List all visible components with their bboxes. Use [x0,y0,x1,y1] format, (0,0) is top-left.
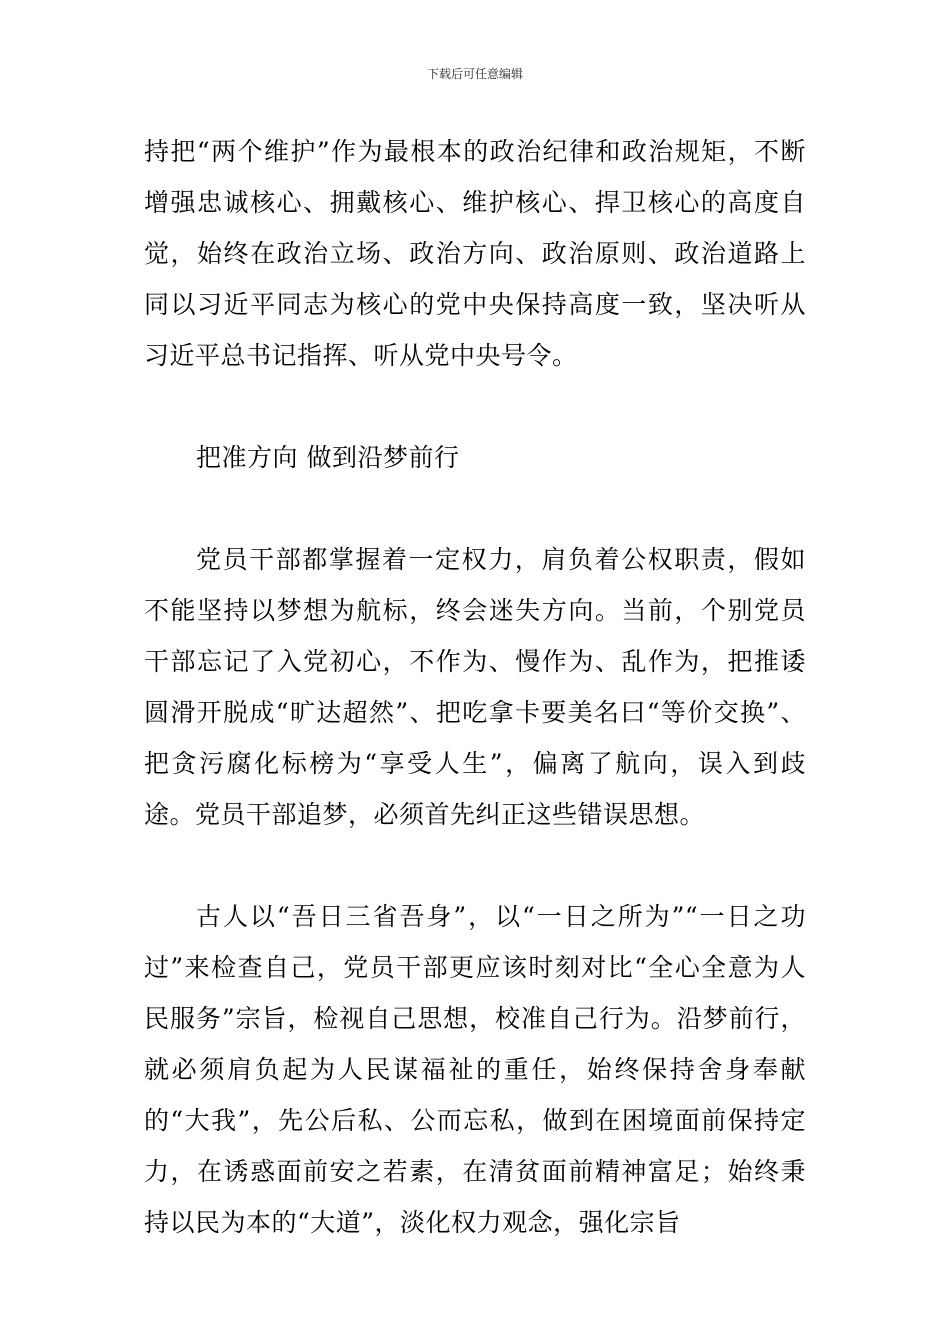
paragraph-gap [144,483,806,534]
paragraph-continuation: 持把“两个维护”作为最根本的政治纪律和政治规矩，不断增强忠诚核心、拥戴核心、维护核心、捍卫核心的高度自觉，始终在政治立场、政治方向、政治原则、政治道路上同以习近平同志为核心的党中央保持高度一致，坚决听从习近平总书记指挥、听从党中央号令。 [144,137,806,370]
paragraph-gap [144,381,806,432]
paragraph-gap [144,840,806,891]
page-header: 下载后可任意编辑 [426,67,523,81]
paragraph: 党员干部都掌握着一定权力，肩负着公权职责，假如不能坚持以梦想为航标，终会迷失方向。当前，个别党员干部忘记了入党初心，不作为、慢作为、乱作为，把推诿圆滑开脱成“旷达超然”、把吃拿卡要美名曰“等价交换”、把贪污腐化标榜为“享受人生”，偏离了航向，误入到歧途。党员干部追梦，必须首先纠正这些错误思想。 [144,545,806,829]
paragraph: 古人以“吾日三省吾身”，以“一日之所为”“一日之功过”来检查自己，党员干部更应该时刻对比“全心全意为人民服务”宗旨，检视自己思想，校准自己行为。沿梦前行，就必须肩负起为人民谋福祉的重任，始终保持舍身奉献的“大我”，先公后私、公而忘私，做到在困境面前保持定力，在诱惑面前安之若素，在清贫面前精神富足；始终秉持以民为本的“大道”，淡化权力观念，强化宗旨 [144,902,806,1237]
document-body [144,126,806,1248]
section-heading: 把准方向 做到沿梦前行 [196,443,460,472]
